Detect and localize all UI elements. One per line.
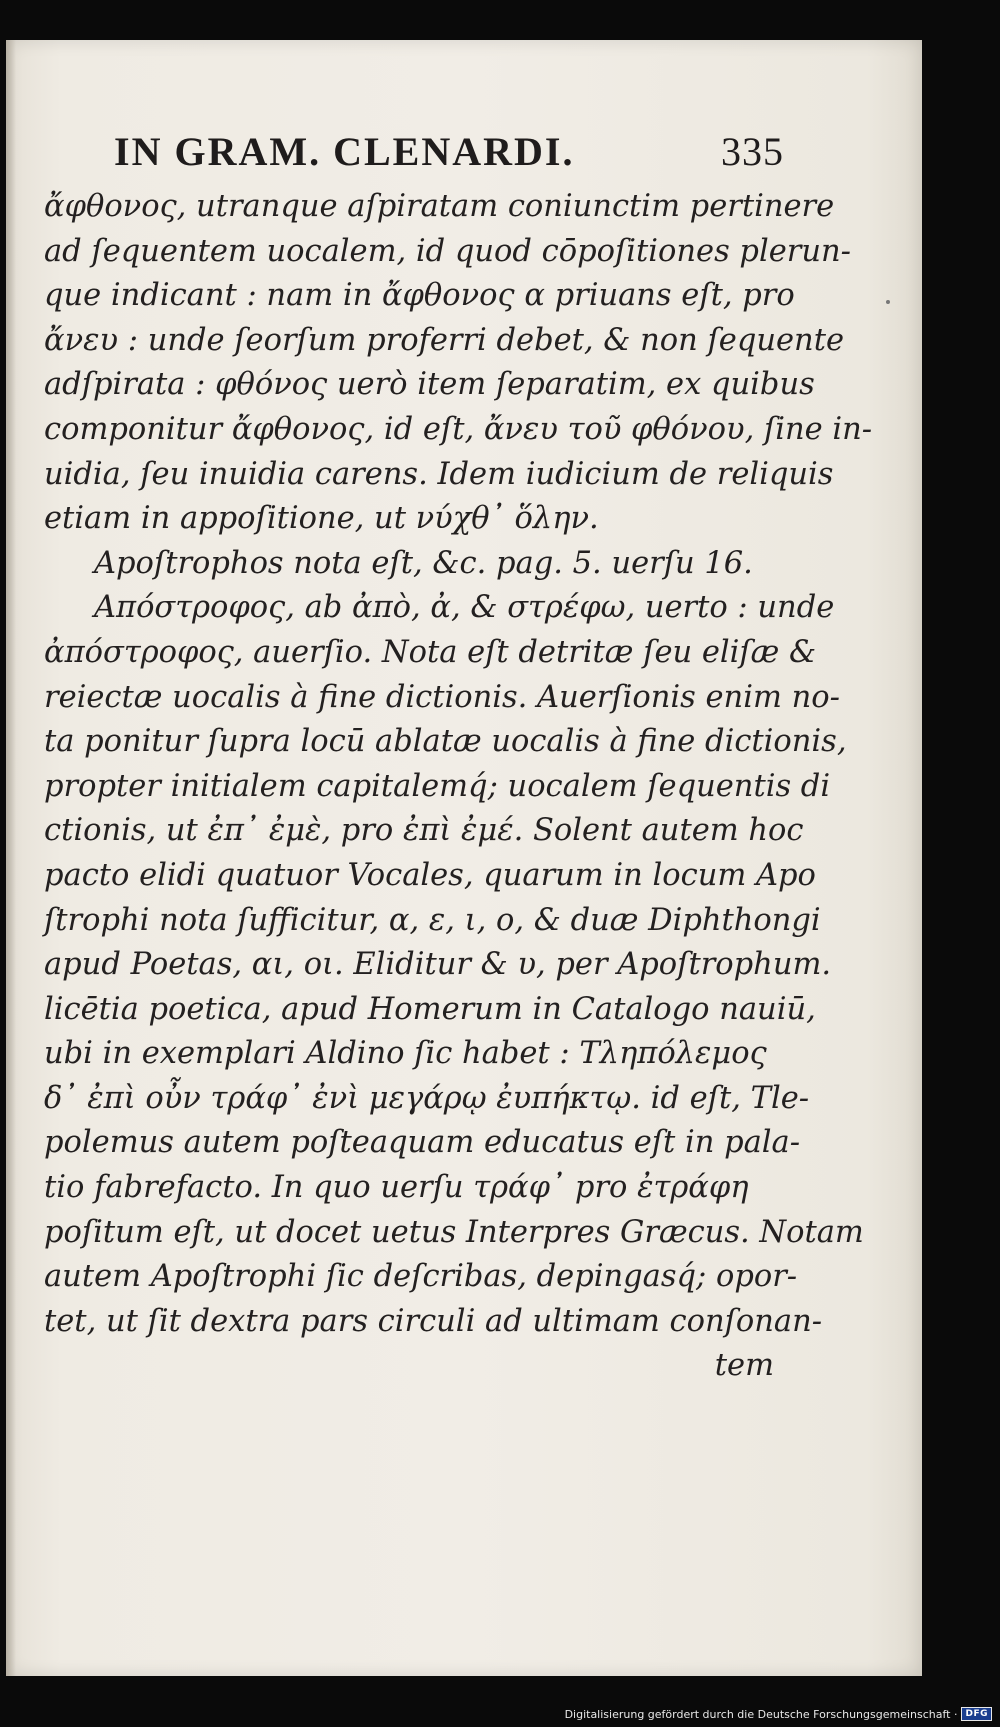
text-line: adſpirata : φθόνος uerò item ſeparatim, ex quibus	[44, 367, 815, 403]
text-line: δ᾽ ἐπὶ οὖν τράφ᾽ ἐνὶ μεγάρῳ ἐυπήκτῳ. id eſt, Tle-	[44, 1080, 810, 1116]
text-line: componitur ἄφθονος, id eſt, ἄνευ τοῦ φθόνου, ſine in-	[44, 411, 873, 447]
page-text	[44, 128, 873, 1389]
text-line: tio fabrefacto. In quo uerſu τράφ᾽ pro ἐτράφη	[44, 1170, 749, 1206]
text-line: poſitum eſt, ut docet uetus Interpres Græcus. Notam	[44, 1214, 864, 1250]
text-line: reiectæ uocalis à fine dictionis. Auerſionis enim no-	[44, 679, 840, 715]
text-line: licētia poetica, apud Homerum in Catalogo nauiū,	[44, 991, 816, 1027]
text-line: tet, ut ſit dextra pars circuli ad ultimam conſonan-	[44, 1303, 823, 1339]
text-line: Απόστροφος, ab ἀπὸ, ἀ, & στρέφω, uerto : unde	[94, 590, 835, 626]
text-line: ἀπόστροφος, auerſio. Nota eſt detritæ ſeu eliſæ &	[44, 634, 817, 670]
text-line: uidia, ſeu inuidia carens. Idem iudicium de reliquis	[44, 456, 834, 492]
text-line: propter initialem capitalemq́; uocalem ſequentis di	[44, 768, 831, 804]
text-line: ἄφθονος, utranque aſpiratam coniunctim pertinere	[44, 189, 835, 224]
ink-speck	[886, 300, 890, 304]
text-line: ctionis, ut ἐπ᾽ ἐμὲ, pro ἐπὶ ἐμέ. Solent autem hoc	[44, 813, 804, 849]
digitization-credit	[565, 1707, 992, 1721]
text-line: ſtrophi nota ſufficitur, α, ε, ι, ο, & duæ Diphthongi	[44, 902, 821, 938]
catchword: tem	[714, 1348, 774, 1384]
text-line: ad ſequentem uocalem, id quod cōpoſitiones plerun-	[44, 233, 851, 269]
text-line: Apoſtrophos nota eſt, &c. pag. 5. uerſu 16.	[94, 545, 753, 581]
page-number: 335	[721, 129, 784, 174]
text-line: etiam in appoſitione, ut νύχθ᾽ ὅλην.	[44, 501, 599, 537]
text-line: ubi in exemplari Aldino ſic habet : Τληπόλεμος	[44, 1036, 767, 1072]
text-line: polemus autem poſteaquam educatus eſt in pala-	[44, 1125, 801, 1161]
text-line: autem Apoſtrophi ſic deſcribas, depingasq́; opor-	[44, 1259, 798, 1295]
running-header	[114, 128, 784, 175]
credit-text: Digitalisierung gefördert durch die Deutsche Forschungsgemeinschaft ·	[564, 1707, 958, 1721]
dfg-logo-icon: DFG	[961, 1707, 992, 1721]
page-gutter-shadow	[6, 40, 16, 1676]
text-line: pacto elidi quatuor Vocales, quarum in locum Apo	[44, 857, 816, 893]
text-line: apud Poetas, αι, οι. Eliditur & υ, per Apoſtrophum.	[44, 947, 832, 983]
book-page	[6, 40, 922, 1676]
text-line: que indicant : nam in ἄφθονος α priuans eſt, pro	[44, 278, 795, 314]
text-line: ἄνευ : unde ſeorſum proferri debet, & non ſequente	[44, 322, 844, 358]
text-line: ta ponitur ſupra locū ablatæ uocalis à fine dictionis,	[44, 724, 847, 760]
running-header-title: IN GRAM. CLENARDI.	[114, 129, 575, 174]
